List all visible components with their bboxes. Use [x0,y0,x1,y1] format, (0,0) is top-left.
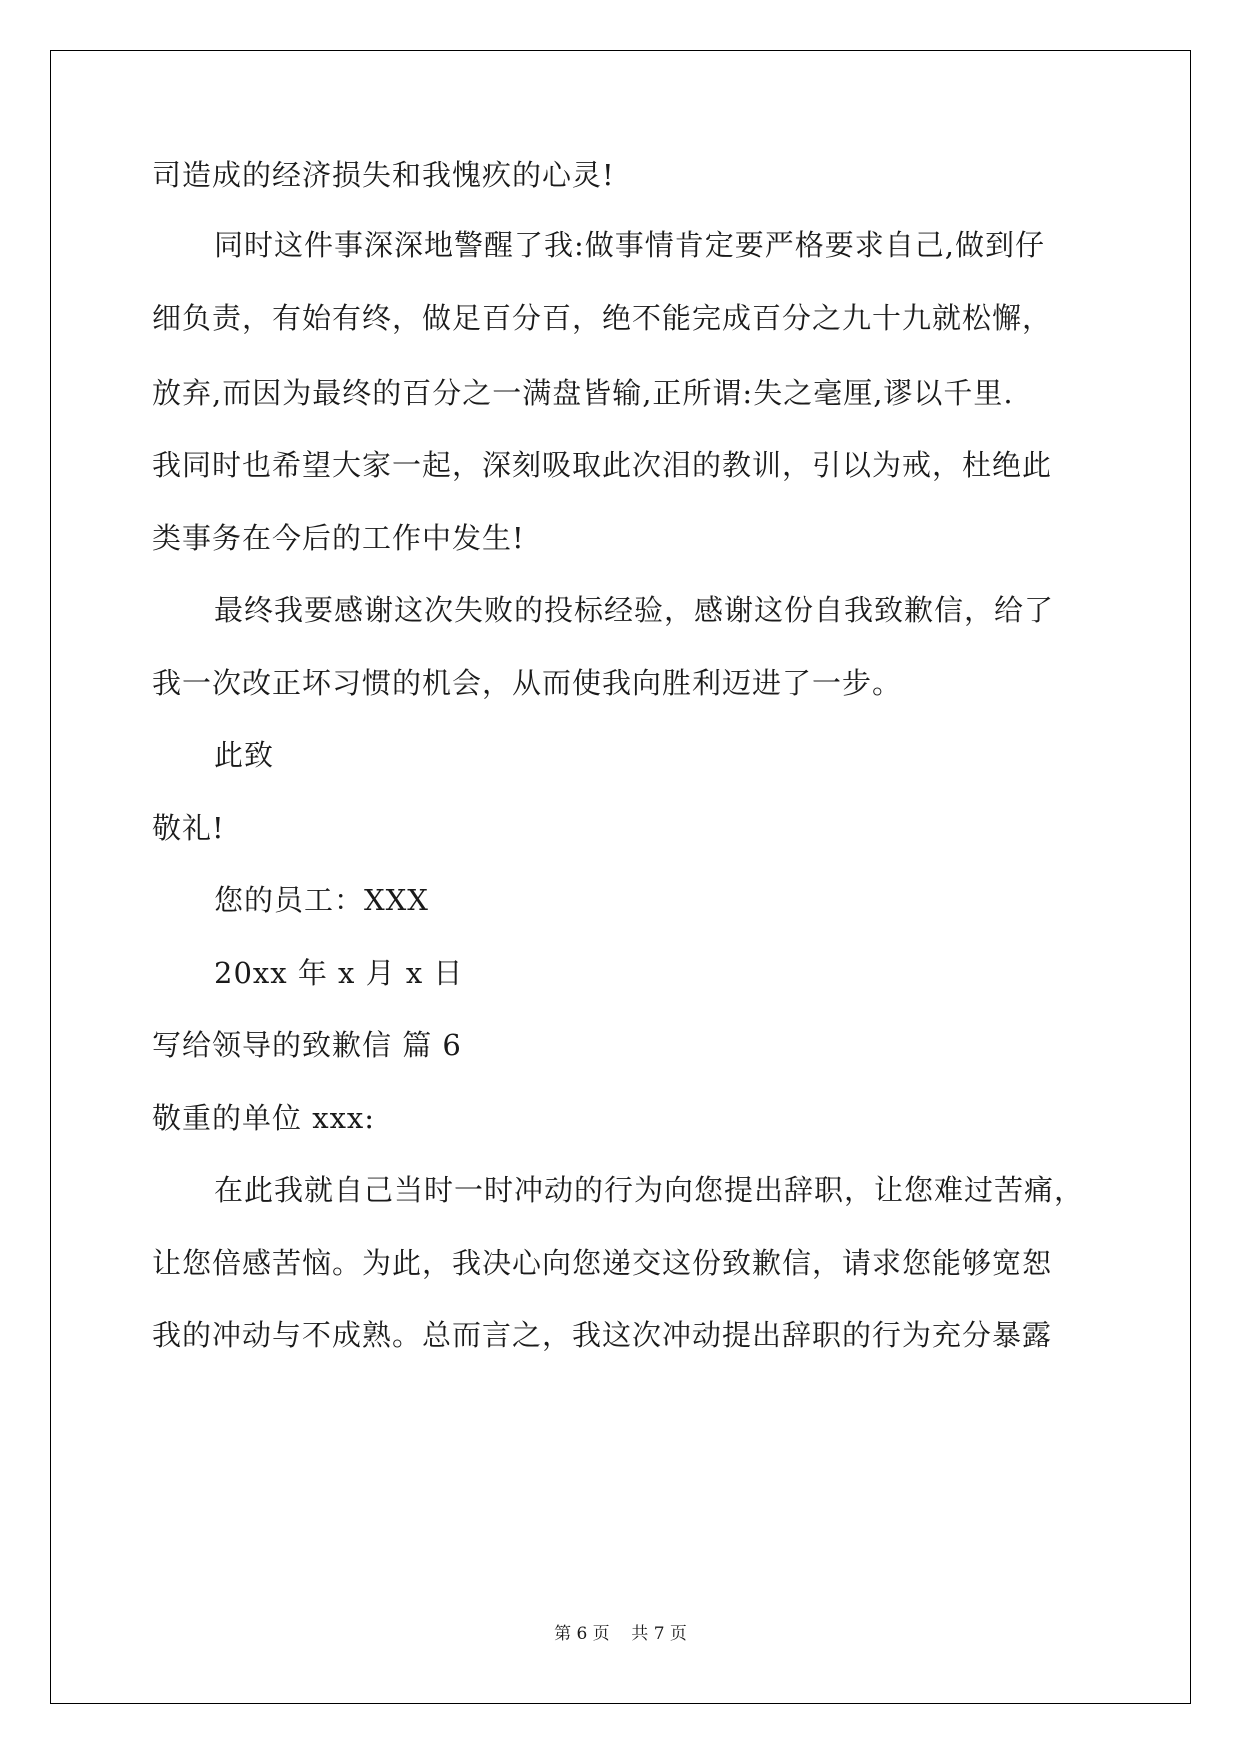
body-text-line: 我一次改正坏习惯的机会，从而使我向胜利迈进了一步。 [152,666,903,700]
section-heading: 写给领导的致歉信 篇 6 [152,1028,462,1062]
signature-line: 您的员工：XXX [214,883,429,917]
body-text-line: 同时这件事深深地警醒了我:做事情肯定要严格要求自己,做到仔 [214,228,1045,262]
closing-salutation: 此致 [214,738,275,772]
body-text-line: 细负责，有始有终，做足百分百，绝不能完成百分之九十九就松懈， [152,301,1053,335]
date-line: 20xx 年 x 月 x 日 [214,956,464,990]
body-text-line: 我同时也希望大家一起，深刻吸取此次泪的教训，引以为戒，杜绝此 [152,448,1053,482]
body-text-line: 我的冲动与不成熟。总而言之，我这次冲动提出辞职的行为充分暴露 [152,1318,1053,1352]
body-text-line: 司造成的经济损失和我愧疚的心灵! [152,158,615,192]
closing-salutation: 敬礼! [152,811,225,845]
body-text-line: 在此我就自己当时一时冲动的行为向您提出辞职，让您难过苦痛， [214,1173,1085,1207]
body-text-line: 类事务在今后的工作中发生! [152,521,525,555]
body-text-line: 最终我要感谢这次失败的投标经验，感谢这份自我致歉信，给了 [214,593,1055,627]
body-text-line: 让您倍感苦恼。为此，我决心向您递交这份致歉信，请求您能够宽恕 [152,1246,1053,1280]
letter-greeting: 敬重的单位 xxx: [152,1101,376,1135]
page-footer: 第 6 页 共 7 页 [554,1624,687,1644]
body-text-line: 放弃,而因为最终的百分之一满盘皆输,正所谓:失之毫厘,谬以千里. [152,376,1014,410]
